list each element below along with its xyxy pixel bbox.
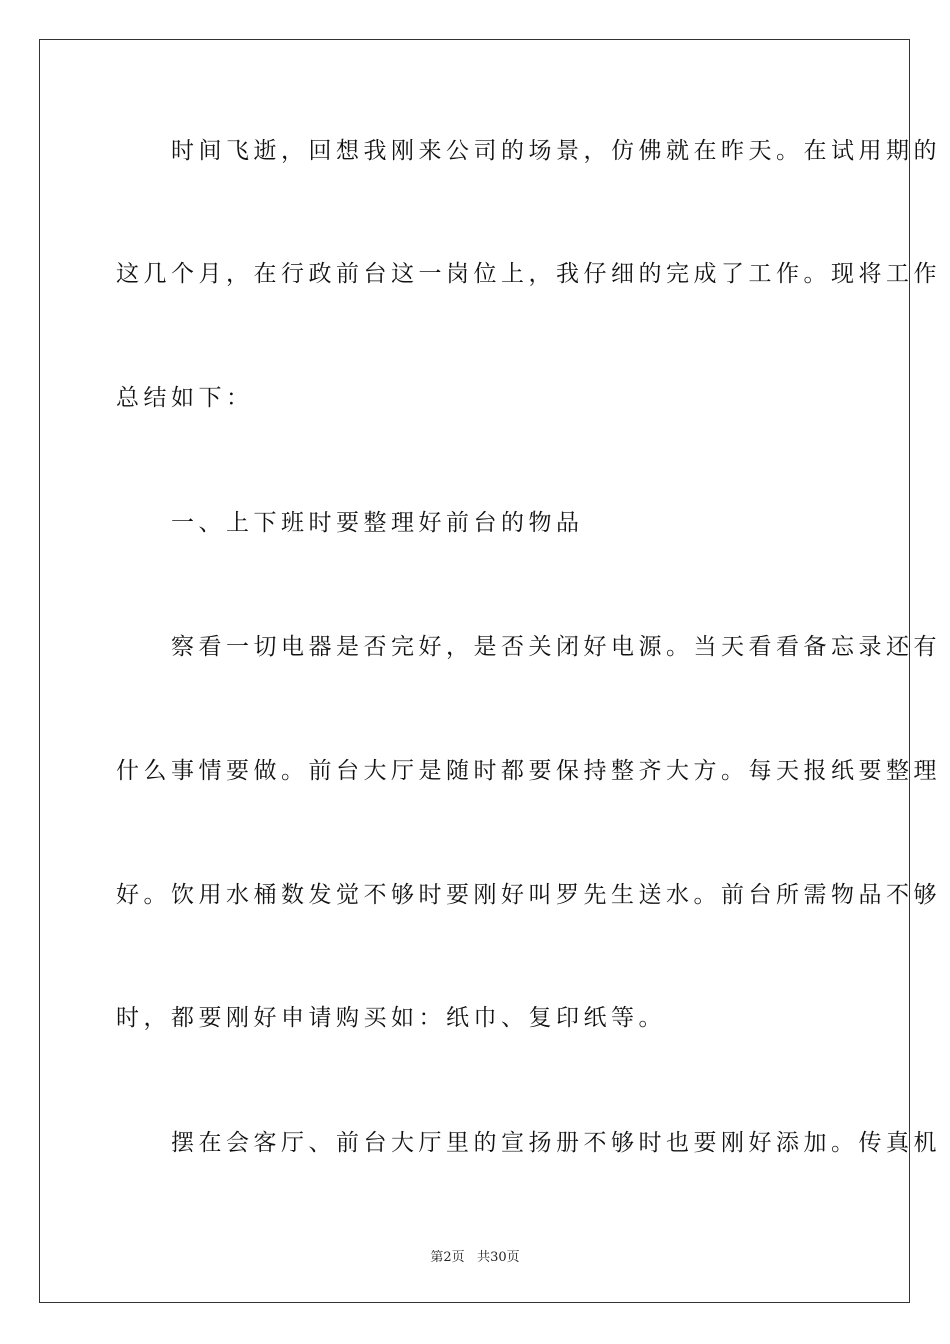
page-total: 共30页	[477, 1250, 520, 1265]
page-footer	[0, 1246, 950, 1265]
text-line-5: 察看一切电器是否完好，是否关闭好电源。当天看看备忘录还有	[116, 634, 941, 660]
text-line-9: 摆在会客厅、前台大厅里的宣扬册不够时也要刚好添加。传真机	[116, 1130, 941, 1156]
text-line-3: 总结如下：	[116, 385, 254, 411]
text-line-6: 什么事情要做。前台大厅是随时都要保持整齐大方。每天报纸要整理	[116, 758, 941, 784]
section-heading: 一、上下班时要整理好前台的物品	[116, 510, 584, 536]
text-line-7: 好。饮用水桶数发觉不够时要刚好叫罗先生送水。前台所需物品不够	[116, 882, 941, 908]
text-line-8: 时，都要刚好申请购买如：纸巾、复印纸等。	[116, 1005, 666, 1031]
page-frame	[39, 39, 941, 1303]
text-line-1: 时间飞逝，回想我刚来公司的场景，仿佛就在昨天。在试用期的	[116, 138, 941, 164]
text-line-2: 这几个月，在行政前台这一岗位上，我仔细的完成了工作。现将工作	[116, 261, 941, 287]
page-number: 第2页	[430, 1250, 465, 1265]
